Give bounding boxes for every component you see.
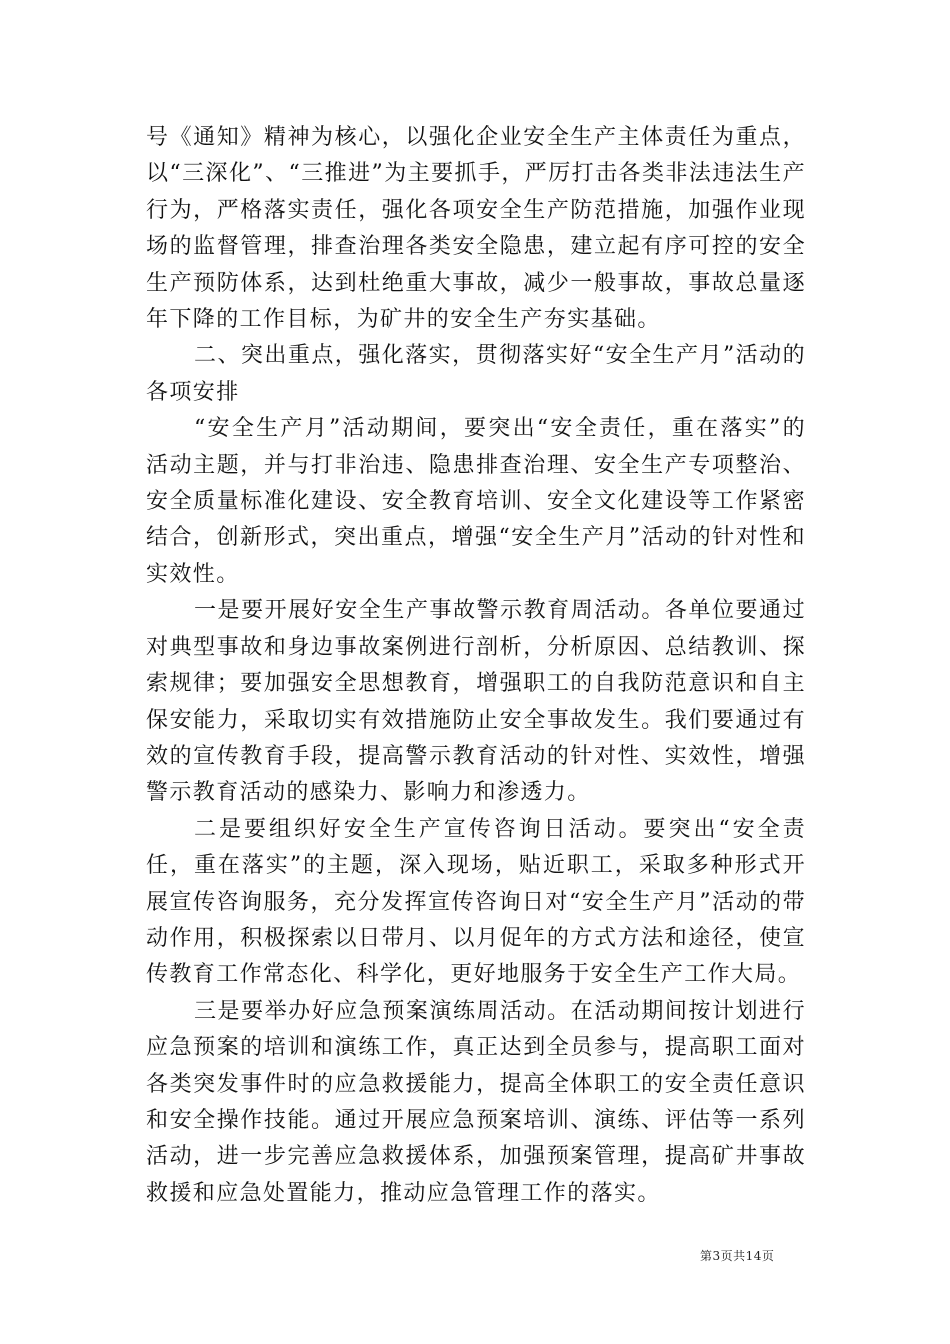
paragraph-consultation-day: 二是要组织好安全生产宣传咨询日活动。要突出“安全责任，重在落实”的主题，深入现场，贴近职工，采取多种形式开展宣传咨询服务，充分发挥宣传咨询日对“安全生产月”活动的带动作用，积极探索以日带月、以月促年的方式方法和途径，使宣传教育工作常态化、科学化，更好地服务于安全生产工作大局。 <box>146 816 806 988</box>
paragraph-emergency-drill-week: 三是要举办好应急预案演练周活动。在活动期间按计划进行应急预案的培训和演练工作，真正达到全员参与，提高职工面对各类突发事件时的应急救援能力，提高全体职工的安全责任意识和安全操作技能。通过开展应急预案培训、演练、评估等一系列活动，进一步完善应急救援体系，加强预案管理，提高矿井事故救援和应急处置能力，推动应急管理工作的落实。 <box>146 998 806 1206</box>
section-heading: 二、突出重点，强化落实，贯彻落实好“安全生产月”活动的各项安排 <box>146 343 806 405</box>
paragraph-activity-theme: “安全生产月”活动期间，要突出“安全责任，重在落实”的活动主题，并与打非治违、隐患排查治理、安全生产专项整治、安全质量标准化建设、安全教育培训、安全文化建设等工作紧密结合，创新形式，突出重点，增强“安全生产月”活动的针对性和实效性。 <box>146 416 806 587</box>
page-number-footer: 第3页共14页 <box>700 1249 775 1263</box>
paragraph-continuation: 号《通知》精神为核心，以强化企业安全生产主体责任为重点，以“三深化”、“三推进”为主要抓手，严厉打击各类非法违法生产行为，严格落实责任，强化各项安全生产防范措施，加强作业现场的监督管理，排查治理各类安全隐患，建立起有序可控的安全生产预防体系，达到杜绝重大事故，减少一般事故，事故总量逐年下降的工作目标，为矿井的安全生产夯实基础。 <box>146 125 806 333</box>
document-body <box>146 120 806 1212</box>
paragraph-warning-education-week: 一是要开展好安全生产事故警示教育周活动。各单位要通过对典型事故和身边事故案例进行剖析，分析原因、总结教训、探索规律；要加强安全思想教育，增强职工的自我防范意识和自主保安能力，采取切实有效措施防止安全事故发生。我们要通过有效的宣传教育手段，提高警示教育活动的针对性、实效性，增强警示教育活动的感染力、影响力和渗透力。 <box>146 598 806 806</box>
